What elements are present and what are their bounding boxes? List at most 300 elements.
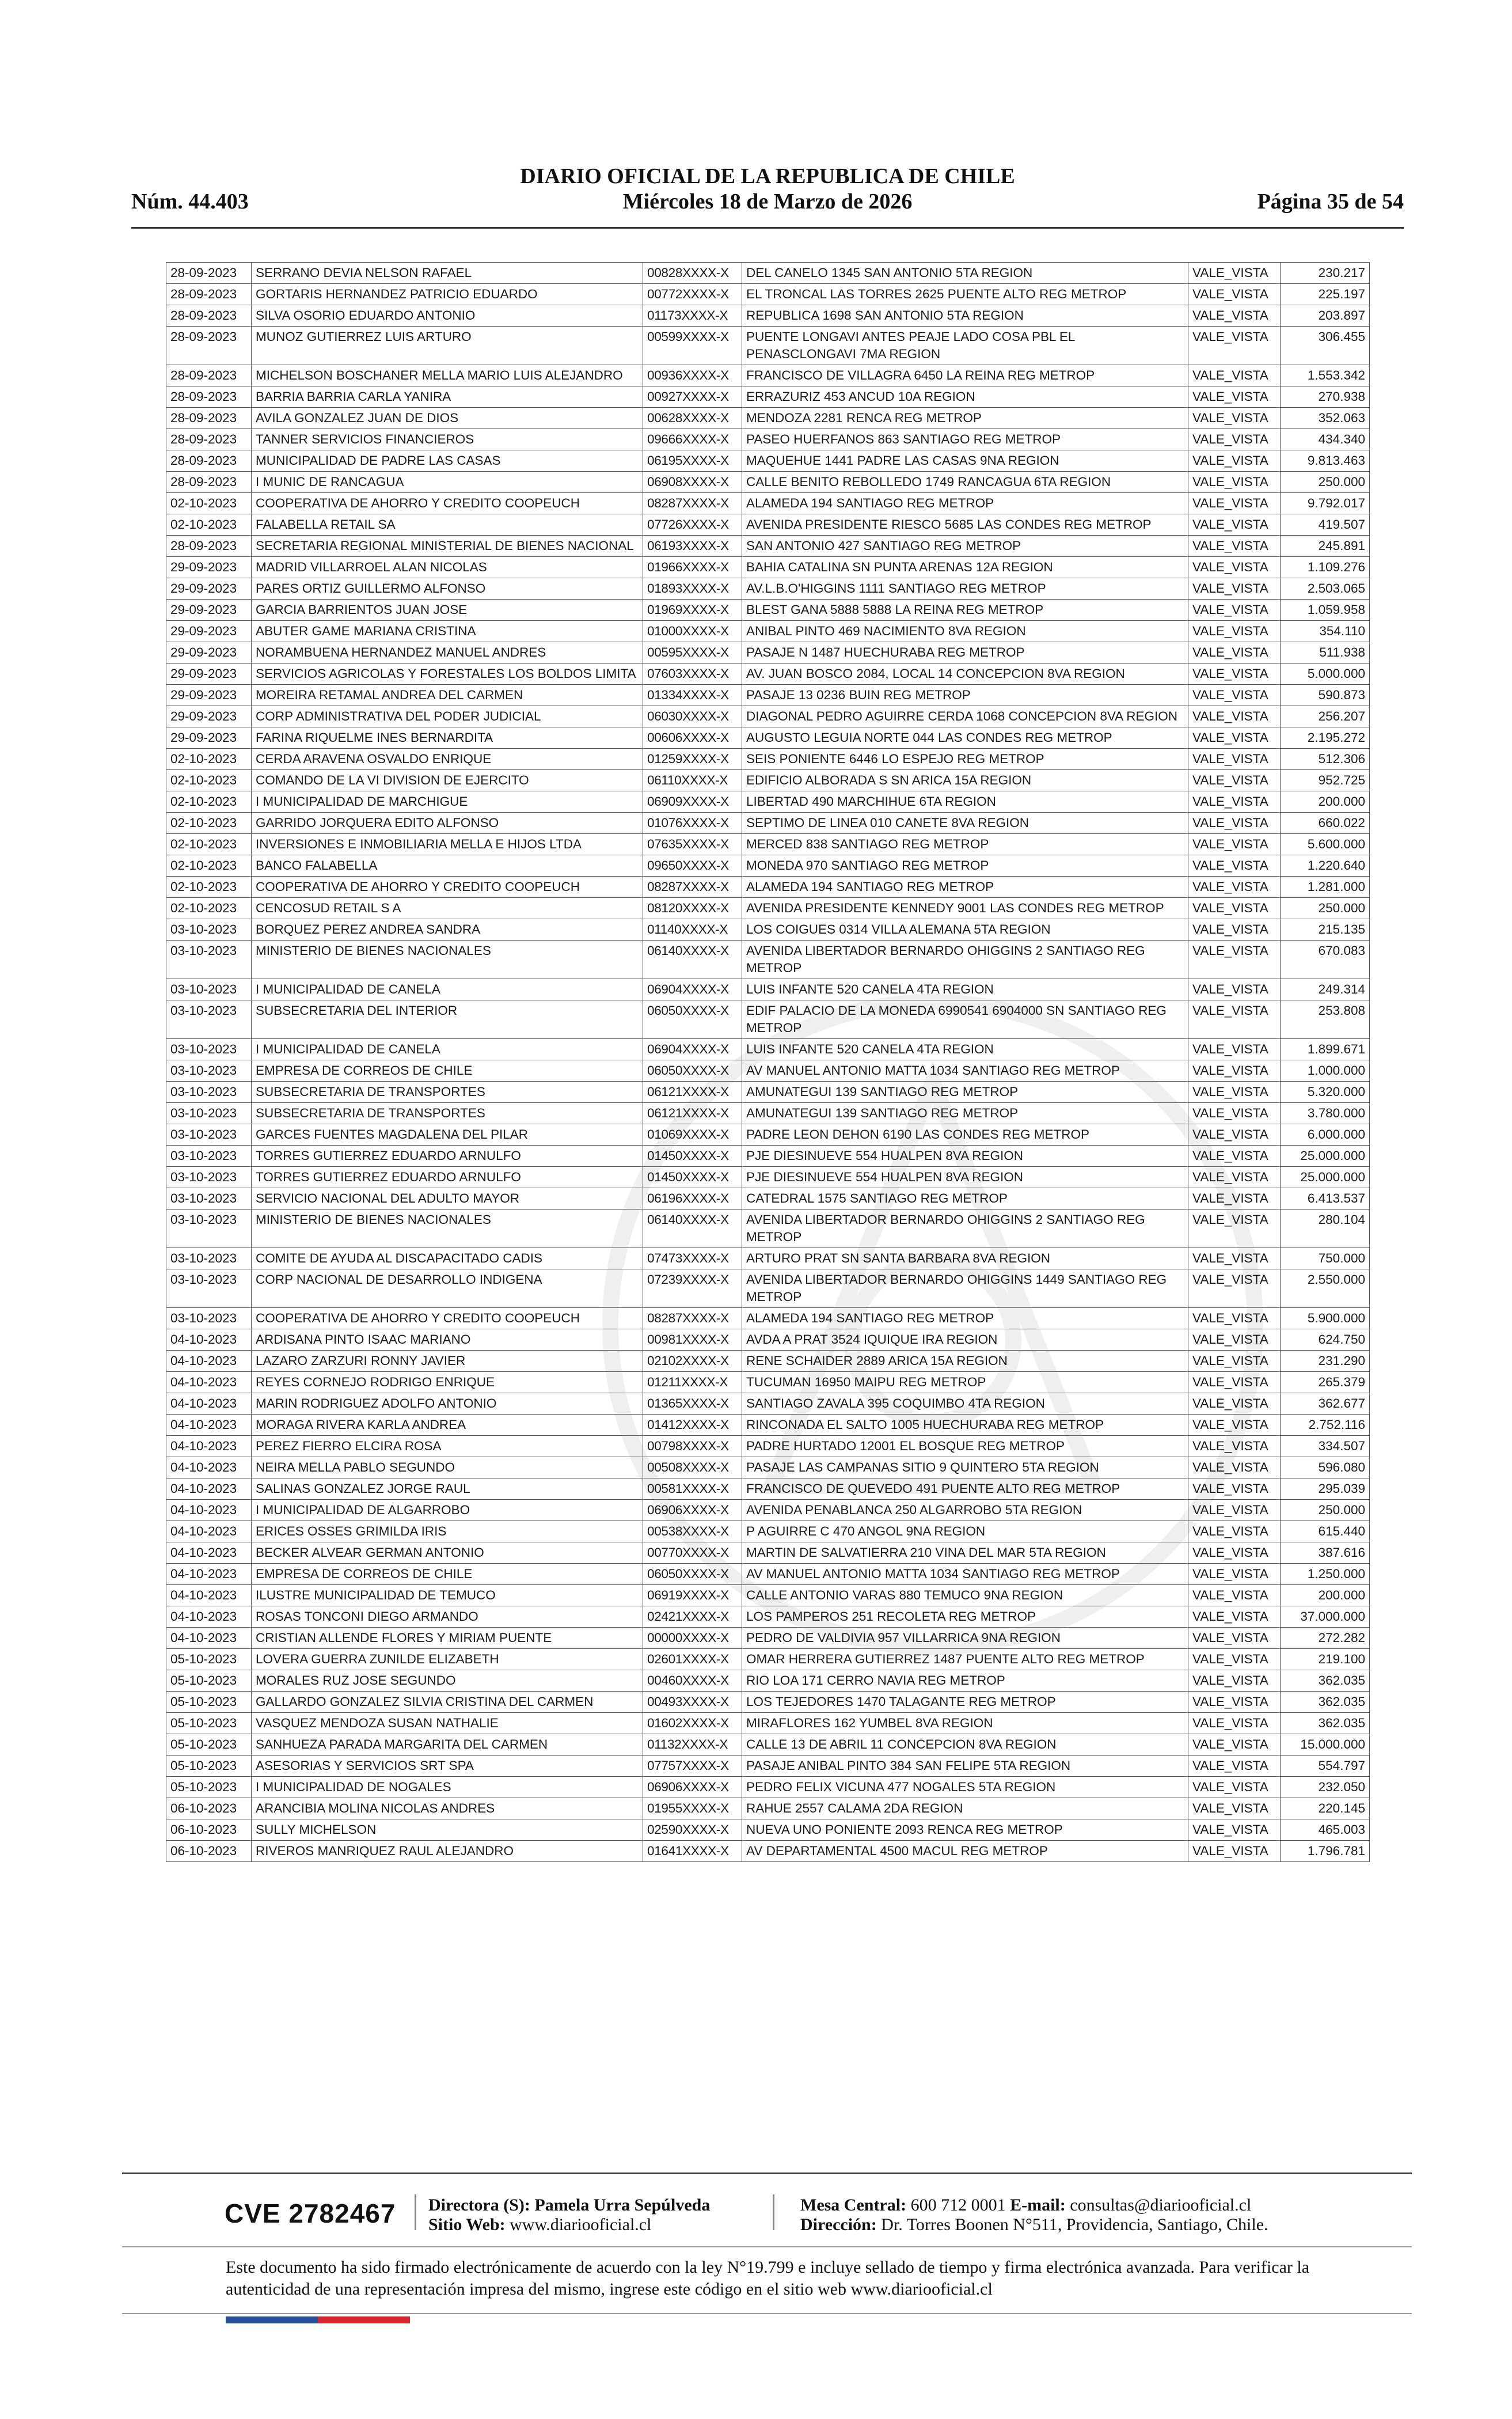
table-row (166, 472, 1370, 493)
document-type-cell: VALE_VISTA (1188, 1585, 1281, 1606)
table-row (166, 1167, 1370, 1188)
amount-cell: 250.000 (1281, 1500, 1370, 1521)
document-type-cell: VALE_VISTA (1188, 1039, 1281, 1060)
name-cell: ERICES OSSES GRIMILDA IRIS (252, 1521, 643, 1542)
address-cell: PASAJE ANIBAL PINTO 384 SAN FELIPE 5TA REGION (742, 1756, 1188, 1777)
header-center (131, 164, 1404, 214)
name-cell: MORALES RUZ JOSE SEGUNDO (252, 1670, 643, 1692)
date-cell: 02-10-2023 (166, 770, 252, 791)
amount-cell: 750.000 (1281, 1248, 1370, 1269)
name-cell: BECKER ALVEAR GERMAN ANTONIO (252, 1542, 643, 1564)
table-row (166, 979, 1370, 1000)
document-type-cell: VALE_VISTA (1188, 1103, 1281, 1124)
document-type-cell: VALE_VISTA (1188, 1841, 1281, 1862)
document-type-cell: VALE_VISTA (1188, 600, 1281, 621)
email-link[interactable]: consultas@diariooficial.cl (1070, 2196, 1252, 2215)
issue-number: Núm. 44.403 (131, 189, 249, 214)
document-type-cell: VALE_VISTA (1188, 855, 1281, 877)
amount-cell: 6.413.537 (1281, 1188, 1370, 1210)
document-type-cell: VALE_VISTA (1188, 770, 1281, 791)
document-type-cell: VALE_VISTA (1188, 305, 1281, 327)
rut-cell: 00936XXXX-X (643, 365, 742, 386)
name-cell: CRISTIAN ALLENDE FLORES Y MIRIAM PUENTE (252, 1628, 643, 1649)
table-row (166, 1478, 1370, 1500)
document-type-cell: VALE_VISTA (1188, 1000, 1281, 1039)
name-cell: MORAGA RIVERA KARLA ANDREA (252, 1415, 643, 1436)
name-cell: COMANDO DE LA VI DIVISION DE EJERCITO (252, 770, 643, 791)
table-row (166, 1210, 1370, 1248)
date-cell: 04-10-2023 (166, 1329, 252, 1351)
date-cell: 29-09-2023 (166, 621, 252, 642)
document-type-cell: VALE_VISTA (1188, 1734, 1281, 1756)
date-cell: 05-10-2023 (166, 1692, 252, 1713)
header-divider (131, 227, 1404, 229)
name-cell: PARES ORTIZ GUILLERMO ALFONSO (252, 578, 643, 600)
address-cell: REPUBLICA 1698 SAN ANTONIO 5TA REGION (742, 305, 1188, 327)
document-type-cell: VALE_VISTA (1188, 1713, 1281, 1734)
name-cell: GARCIA BARRIENTOS JUAN JOSE (252, 600, 643, 621)
table-row (166, 1777, 1370, 1798)
records-table (166, 262, 1370, 1862)
address-cell: PEDRO FELIX VICUNA 477 NOGALES 5TA REGION (742, 1777, 1188, 1798)
address-cell: ALAMEDA 194 SANTIAGO REG METROP (742, 493, 1188, 514)
rut-cell: 01893XXXX-X (643, 578, 742, 600)
rut-cell: 06140XXXX-X (643, 1210, 742, 1248)
amount-cell: 1.109.276 (1281, 557, 1370, 578)
table-row (166, 1060, 1370, 1082)
flag-blue-stripe (226, 2316, 318, 2323)
table-row (166, 557, 1370, 578)
rut-cell: 00981XXXX-X (643, 1329, 742, 1351)
amount-cell: 9.792.017 (1281, 493, 1370, 514)
document-type-cell: VALE_VISTA (1188, 1628, 1281, 1649)
address-cell: PASAJE 13 0236 BUIN REG METROP (742, 685, 1188, 706)
date-cell: 02-10-2023 (166, 749, 252, 770)
table-row (166, 1521, 1370, 1542)
date-cell: 04-10-2023 (166, 1393, 252, 1415)
table-row (166, 834, 1370, 855)
document-type-cell: VALE_VISTA (1188, 1606, 1281, 1628)
name-cell: COOPERATIVA DE AHORRO Y CREDITO COOPEUCH (252, 493, 643, 514)
name-cell: I MUNICIPALIDAD DE CANELA (252, 1039, 643, 1060)
publication-title: DIARIO OFICIAL DE LA REPUBLICA DE CHILE (520, 164, 1015, 188)
document-type-cell: VALE_VISTA (1188, 1188, 1281, 1210)
name-cell: INVERSIONES E INMOBILIARIA MELLA E HIJOS LTDA (252, 834, 643, 855)
name-cell: I MUNICIPALIDAD DE NOGALES (252, 1777, 643, 1798)
name-cell: GALLARDO GONZALEZ SILVIA CRISTINA DEL CARMEN (252, 1692, 643, 1713)
name-cell: VASQUEZ MENDOZA SUSAN NATHALIE (252, 1713, 643, 1734)
date-cell: 28-09-2023 (166, 284, 252, 305)
document-type-cell: VALE_VISTA (1188, 1756, 1281, 1777)
rut-cell: 09650XXXX-X (643, 855, 742, 877)
rut-cell: 02421XXXX-X (643, 1606, 742, 1628)
table-row (166, 877, 1370, 898)
website-link[interactable]: www.diariooficial.cl (510, 2215, 652, 2234)
table-row (166, 1457, 1370, 1478)
date-cell: 03-10-2023 (166, 1210, 252, 1248)
address-cell: PEDRO DE VALDIVIA 957 VILLARRICA 9NA REGION (742, 1628, 1188, 1649)
date-cell: 29-09-2023 (166, 685, 252, 706)
amount-cell: 465.003 (1281, 1819, 1370, 1841)
table-row (166, 621, 1370, 642)
address-cell: CALLE BENITO REBOLLEDO 1749 RANCAGUA 6TA REGION (742, 472, 1188, 493)
rut-cell: 01211XXXX-X (643, 1372, 742, 1393)
director-block (428, 2196, 710, 2235)
table-row (166, 1248, 1370, 1269)
date-cell: 03-10-2023 (166, 919, 252, 941)
table-row (166, 386, 1370, 408)
date-cell: 03-10-2023 (166, 1188, 252, 1210)
table-row (166, 327, 1370, 365)
document-type-cell: VALE_VISTA (1188, 536, 1281, 557)
name-cell: MARIN RODRIGUEZ ADOLFO ANTONIO (252, 1393, 643, 1415)
date-cell: 02-10-2023 (166, 877, 252, 898)
document-type-cell: VALE_VISTA (1188, 514, 1281, 536)
document-type-cell: VALE_VISTA (1188, 1248, 1281, 1269)
table-row (166, 305, 1370, 327)
rut-cell: 00538XXXX-X (643, 1521, 742, 1542)
table-row (166, 365, 1370, 386)
address-cell: AVENIDA LIBERTADOR BERNARDO OHIGGINS 2 SANTIAGO REG METROP (742, 1210, 1188, 1248)
address-cell: ALAMEDA 194 SANTIAGO REG METROP (742, 877, 1188, 898)
address-cell: PASEO HUERFANOS 863 SANTIAGO REG METROP (742, 429, 1188, 450)
amount-cell: 253.808 (1281, 1000, 1370, 1039)
amount-cell: 434.340 (1281, 429, 1370, 450)
rut-cell: 01966XXXX-X (643, 557, 742, 578)
rut-cell: 01140XXXX-X (643, 919, 742, 941)
date-cell: 04-10-2023 (166, 1500, 252, 1521)
date-cell: 05-10-2023 (166, 1649, 252, 1670)
amount-cell: 2.195.272 (1281, 727, 1370, 749)
document-type-cell: VALE_VISTA (1188, 791, 1281, 813)
table-row (166, 536, 1370, 557)
name-cell: NORAMBUENA HERNANDEZ MANUEL ANDRES (252, 642, 643, 663)
table-row (166, 770, 1370, 791)
rut-cell: 06030XXXX-X (643, 706, 742, 727)
rut-cell: 02590XXXX-X (643, 1819, 742, 1841)
rut-cell: 01132XXXX-X (643, 1734, 742, 1756)
rut-cell: 07757XXXX-X (643, 1756, 742, 1777)
address-cell: AMUNATEGUI 139 SANTIAGO REG METROP (742, 1082, 1188, 1103)
table-row (166, 919, 1370, 941)
amount-cell: 256.207 (1281, 706, 1370, 727)
document-type-cell: VALE_VISTA (1188, 1393, 1281, 1415)
rut-cell: 02102XXXX-X (643, 1351, 742, 1372)
table-row (166, 1542, 1370, 1564)
address-cell: CALLE 13 DE ABRIL 11 CONCEPCION 8VA REGION (742, 1734, 1188, 1756)
table-row (166, 1039, 1370, 1060)
table-row (166, 941, 1370, 979)
table-row (166, 1393, 1370, 1415)
date-cell: 03-10-2023 (166, 1248, 252, 1269)
document-type-cell: VALE_VISTA (1188, 408, 1281, 429)
address-cell: FRANCISCO DE VILLAGRA 6450 LA REINA REG METROP (742, 365, 1188, 386)
document-type-cell: VALE_VISTA (1188, 1351, 1281, 1372)
date-cell: 02-10-2023 (166, 813, 252, 834)
amount-cell: 225.197 (1281, 284, 1370, 305)
document-type-cell: VALE_VISTA (1188, 1692, 1281, 1713)
address-cell: AUGUSTO LEGUIA NORTE 044 LAS CONDES REG METROP (742, 727, 1188, 749)
name-cell: GORTARIS HERNANDEZ PATRICIO EDUARDO (252, 284, 643, 305)
address-cell: ANIBAL PINTO 469 NACIMIENTO 8VA REGION (742, 621, 1188, 642)
date-cell: 05-10-2023 (166, 1777, 252, 1798)
footer-top-divider (122, 2172, 1412, 2174)
table-row (166, 1351, 1370, 1372)
document-type-cell: VALE_VISTA (1188, 979, 1281, 1000)
rut-cell: 01076XXXX-X (643, 813, 742, 834)
rut-cell: 06193XXXX-X (643, 536, 742, 557)
document-type-cell: VALE_VISTA (1188, 1542, 1281, 1564)
amount-cell: 512.306 (1281, 749, 1370, 770)
document-type-cell: VALE_VISTA (1188, 1082, 1281, 1103)
table-row (166, 706, 1370, 727)
rut-cell: 00460XXXX-X (643, 1670, 742, 1692)
amount-cell: 352.063 (1281, 408, 1370, 429)
amount-cell: 232.050 (1281, 1777, 1370, 1798)
address-cell: RAHUE 2557 CALAMA 2DA REGION (742, 1798, 1188, 1819)
name-cell: SECRETARIA REGIONAL MINISTERIAL DE BIENES NACIONAL (252, 536, 643, 557)
legal-notice: Este documento ha sido firmado electrónicamente de acuerdo con la ley N°19.799 e incluye sellado de tiempo y firma electrónica avanzada. Para verificar la autenticidad de una representación impresa del mismo, ingrese este código en el sitio web www.diariooficial.cl (226, 2258, 1310, 2299)
address-cell: AMUNATEGUI 139 SANTIAGO REG METROP (742, 1103, 1188, 1124)
date-cell: 05-10-2023 (166, 1734, 252, 1756)
name-cell: ILUSTRE MUNICIPALIDAD DE TEMUCO (252, 1585, 643, 1606)
amount-cell: 306.455 (1281, 327, 1370, 365)
date-cell: 28-09-2023 (166, 305, 252, 327)
amount-cell: 272.282 (1281, 1628, 1370, 1649)
name-cell: SULLY MICHELSON (252, 1819, 643, 1841)
name-cell: MICHELSON BOSCHANER MELLA MARIO LUIS ALEJANDRO (252, 365, 643, 386)
date-cell: 04-10-2023 (166, 1628, 252, 1649)
address-cell: LIBERTAD 490 MARCHIHUE 6TA REGION (742, 791, 1188, 813)
address-cell: SEIS PONIENTE 6446 LO ESPEJO REG METROP (742, 749, 1188, 770)
date-cell: 04-10-2023 (166, 1415, 252, 1436)
table-row (166, 408, 1370, 429)
director-line: Directora (S): Pamela Urra Sepúlveda (428, 2196, 711, 2215)
document-type-cell: VALE_VISTA (1188, 1500, 1281, 1521)
date-cell: 02-10-2023 (166, 493, 252, 514)
table-row (166, 1000, 1370, 1039)
date-cell: 05-10-2023 (166, 1756, 252, 1777)
rut-cell: 06050XXXX-X (643, 1000, 742, 1039)
amount-cell: 25.000.000 (1281, 1146, 1370, 1167)
amount-cell: 354.110 (1281, 621, 1370, 642)
address-cell: ARTURO PRAT SN SANTA BARBARA 8VA REGION (742, 1248, 1188, 1269)
address-cell: CATEDRAL 1575 SANTIAGO REG METROP (742, 1188, 1188, 1210)
date-cell: 29-09-2023 (166, 706, 252, 727)
rut-cell: 06909XXXX-X (643, 791, 742, 813)
amount-cell: 250.000 (1281, 472, 1370, 493)
rut-cell: 07603XXXX-X (643, 663, 742, 685)
table-row (166, 1082, 1370, 1103)
name-cell: EMPRESA DE CORREOS DE CHILE (252, 1564, 643, 1585)
address-value: Dr. Torres Boonen N°511, Providencia, Santiago, Chile. (881, 2215, 1268, 2234)
document-type-cell: VALE_VISTA (1188, 1167, 1281, 1188)
name-cell: FALABELLA RETAIL SA (252, 514, 643, 536)
amount-cell: 596.080 (1281, 1457, 1370, 1478)
table-row (166, 1329, 1370, 1351)
document-type-cell: VALE_VISTA (1188, 749, 1281, 770)
address-cell: PASAJE LAS CAMPANAS SITIO 9 QUINTERO 5TA REGION (742, 1457, 1188, 1478)
rut-cell: 01412XXXX-X (643, 1415, 742, 1436)
name-cell: TANNER SERVICIOS FINANCIEROS (252, 429, 643, 450)
document-type-cell: VALE_VISTA (1188, 1269, 1281, 1308)
publication-date: Miércoles 18 de Marzo de 2026 (622, 189, 913, 214)
amount-cell: 334.507 (1281, 1436, 1370, 1457)
footer-separator (415, 2194, 416, 2230)
document-type-cell: VALE_VISTA (1188, 557, 1281, 578)
mesa-phone: 600 712 0001 (910, 2196, 1006, 2215)
table-row (166, 429, 1370, 450)
rut-cell: 01173XXXX-X (643, 305, 742, 327)
name-cell: MUNICIPALIDAD DE PADRE LAS CASAS (252, 450, 643, 472)
address-cell: MERCED 838 SANTIAGO REG METROP (742, 834, 1188, 855)
name-cell: TORRES GUTIERREZ EDUARDO ARNULFO (252, 1146, 643, 1167)
address-label: Dirección: (800, 2215, 877, 2234)
date-cell: 03-10-2023 (166, 1039, 252, 1060)
name-cell: BARRIA BARRIA CARLA YANIRA (252, 386, 643, 408)
address-cell: AVENIDA LIBERTADOR BERNARDO OHIGGINS 1449 SANTIAGO REG METROP (742, 1269, 1188, 1308)
table-row (166, 1415, 1370, 1436)
footer-mid-divider (122, 2246, 1412, 2247)
amount-cell: 245.891 (1281, 536, 1370, 557)
date-cell: 29-09-2023 (166, 600, 252, 621)
date-cell: 03-10-2023 (166, 1000, 252, 1039)
date-cell: 28-09-2023 (166, 429, 252, 450)
amount-cell: 362.035 (1281, 1713, 1370, 1734)
date-cell: 28-09-2023 (166, 472, 252, 493)
table-row (166, 1756, 1370, 1777)
table-row (166, 1628, 1370, 1649)
chile-flag-stripe (226, 2316, 410, 2323)
amount-cell: 5.000.000 (1281, 663, 1370, 685)
amount-cell: 1.281.000 (1281, 877, 1370, 898)
rut-cell: 00927XXXX-X (643, 386, 742, 408)
address-cell: NUEVA UNO PONIENTE 2093 RENCA REG METROP (742, 1819, 1188, 1841)
table-row (166, 263, 1370, 284)
rut-cell: 00798XXXX-X (643, 1436, 742, 1457)
document-type-cell: VALE_VISTA (1188, 1521, 1281, 1542)
date-cell: 04-10-2023 (166, 1564, 252, 1585)
rut-cell: 08287XXXX-X (643, 1308, 742, 1329)
date-cell: 03-10-2023 (166, 1060, 252, 1082)
date-cell: 03-10-2023 (166, 1082, 252, 1103)
amount-cell: 5.600.000 (1281, 834, 1370, 855)
name-cell: COOPERATIVA DE AHORRO Y CREDITO COOPEUCH (252, 1308, 643, 1329)
address-cell: EDIFICIO ALBORADA S SN ARICA 15A REGION (742, 770, 1188, 791)
date-cell: 03-10-2023 (166, 1167, 252, 1188)
address-cell: PADRE HURTADO 12001 EL BOSQUE REG METROP (742, 1436, 1188, 1457)
name-cell: LAZARO ZARZURI RONNY JAVIER (252, 1351, 643, 1372)
name-cell: SERRANO DEVIA NELSON RAFAEL (252, 263, 643, 284)
amount-cell: 554.797 (1281, 1756, 1370, 1777)
document-type-cell: VALE_VISTA (1188, 642, 1281, 663)
address-cell: ALAMEDA 194 SANTIAGO REG METROP (742, 1308, 1188, 1329)
rut-cell: 00493XXXX-X (643, 1692, 742, 1713)
date-cell: 29-09-2023 (166, 557, 252, 578)
address-cell: DEL CANELO 1345 SAN ANTONIO 5TA REGION (742, 263, 1188, 284)
document-type-cell: VALE_VISTA (1188, 663, 1281, 685)
date-cell: 04-10-2023 (166, 1372, 252, 1393)
rut-cell: 01602XXXX-X (643, 1713, 742, 1734)
table-row (166, 514, 1370, 536)
name-cell: MOREIRA RETAMAL ANDREA DEL CARMEN (252, 685, 643, 706)
amount-cell: 362.677 (1281, 1393, 1370, 1415)
amount-cell: 230.217 (1281, 263, 1370, 284)
date-cell: 02-10-2023 (166, 514, 252, 536)
name-cell: ABUTER GAME MARIANA CRISTINA (252, 621, 643, 642)
amount-cell: 3.780.000 (1281, 1103, 1370, 1124)
rut-cell: 06140XXXX-X (643, 941, 742, 979)
document-type-cell: VALE_VISTA (1188, 365, 1281, 386)
amount-cell: 200.000 (1281, 791, 1370, 813)
table-row (166, 1798, 1370, 1819)
address-cell: LOS TEJEDORES 1470 TALAGANTE REG METROP (742, 1692, 1188, 1713)
table-row (166, 1308, 1370, 1329)
rut-cell: 06121XXXX-X (643, 1103, 742, 1124)
date-cell: 04-10-2023 (166, 1521, 252, 1542)
amount-cell: 231.290 (1281, 1351, 1370, 1372)
date-cell: 06-10-2023 (166, 1798, 252, 1819)
rut-cell: 06050XXXX-X (643, 1060, 742, 1082)
page-number: Página 35 de 54 (1257, 189, 1404, 214)
document-type-cell: VALE_VISTA (1188, 450, 1281, 472)
rut-cell: 01334XXXX-X (643, 685, 742, 706)
name-cell: I MUNIC DE RANCAGUA (252, 472, 643, 493)
document-type-cell: VALE_VISTA (1188, 834, 1281, 855)
address-cell: MAQUEHUE 1441 PADRE LAS CASAS 9NA REGION (742, 450, 1188, 472)
amount-cell: 670.083 (1281, 941, 1370, 979)
rut-cell: 06121XXXX-X (643, 1082, 742, 1103)
name-cell: SERVICIO NACIONAL DEL ADULTO MAYOR (252, 1188, 643, 1210)
name-cell: SUBSECRETARIA DE TRANSPORTES (252, 1082, 643, 1103)
page-footer (122, 2189, 1412, 2246)
address-cell: AV DEPARTAMENTAL 4500 MACUL REG METROP (742, 1841, 1188, 1862)
address-cell: MARTIN DE SALVATIERRA 210 VINA DEL MAR 5TA REGION (742, 1542, 1188, 1564)
document-type-cell: VALE_VISTA (1188, 1436, 1281, 1457)
records-table-wrapper (166, 262, 1369, 1862)
table-row (166, 493, 1370, 514)
records-table-body (166, 263, 1370, 1862)
address-cell: RENE SCHAIDER 2889 ARICA 15A REGION (742, 1351, 1188, 1372)
document-type-cell: VALE_VISTA (1188, 1457, 1281, 1478)
address-cell: EDIF PALACIO DE LA MONEDA 6990541 6904000 SN SANTIAGO REG METROP (742, 1000, 1188, 1039)
document-type-cell: VALE_VISTA (1188, 1649, 1281, 1670)
address-cell: FRANCISCO DE QUEVEDO 491 PUENTE ALTO REG METROP (742, 1478, 1188, 1500)
address-cell: MIRAFLORES 162 YUMBEL 8VA REGION (742, 1713, 1188, 1734)
table-row (166, 1606, 1370, 1628)
rut-cell: 01069XXXX-X (643, 1124, 742, 1146)
table-row (166, 1124, 1370, 1146)
name-cell: SERVICIOS AGRICOLAS Y FORESTALES LOS BOLDOS LIMITA (252, 663, 643, 685)
name-cell: SILVA OSORIO EDUARDO ANTONIO (252, 305, 643, 327)
rut-cell: 06050XXXX-X (643, 1564, 742, 1585)
rut-cell: 01955XXXX-X (643, 1798, 742, 1819)
address-cell: AVENIDA PRESIDENTE KENNEDY 9001 LAS CONDES REG METROP (742, 898, 1188, 919)
document-type-cell: VALE_VISTA (1188, 621, 1281, 642)
amount-cell: 270.938 (1281, 386, 1370, 408)
table-row (166, 1692, 1370, 1713)
amount-cell: 265.379 (1281, 1372, 1370, 1393)
document-type-cell: VALE_VISTA (1188, 429, 1281, 450)
date-cell: 28-09-2023 (166, 365, 252, 386)
rut-cell: 00628XXXX-X (643, 408, 742, 429)
name-cell: MUNOZ GUTIERREZ LUIS ARTURO (252, 327, 643, 365)
footer-separator (773, 2194, 774, 2230)
amount-cell: 249.314 (1281, 979, 1370, 1000)
name-cell: NEIRA MELLA PABLO SEGUNDO (252, 1457, 643, 1478)
address-cell: AVENIDA PENABLANCA 250 ALGARROBO 5TA REGION (742, 1500, 1188, 1521)
address-cell: ERRAZURIZ 453 ANCUD 10A REGION (742, 386, 1188, 408)
